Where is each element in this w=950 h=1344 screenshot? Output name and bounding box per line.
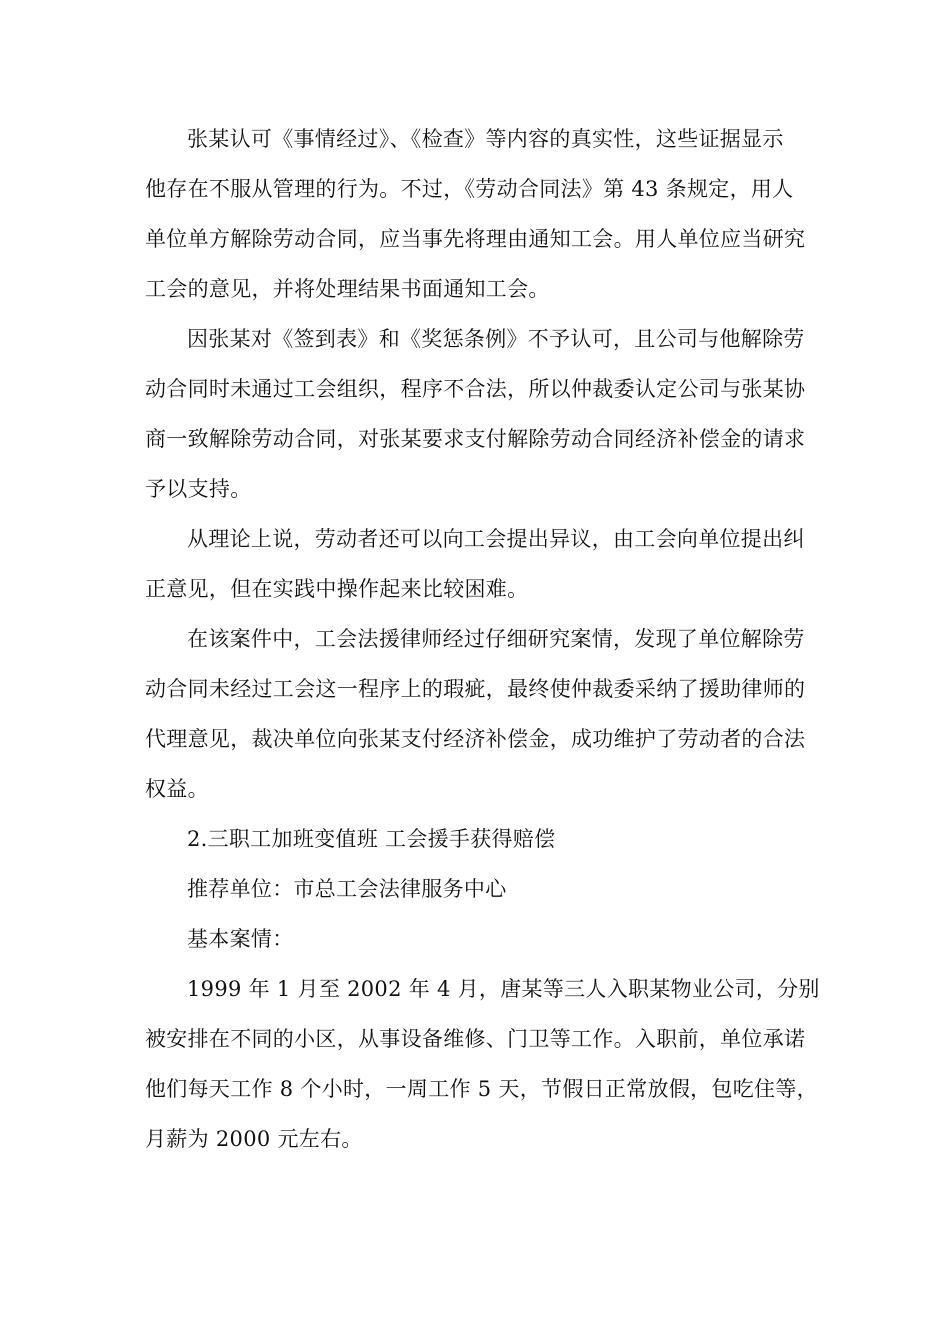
paragraph-3 bbox=[145, 514, 810, 614]
paragraph-line: 1999 年 1 月至 2002 年 4 月，唐某等三人入职某物业公司，分别 bbox=[187, 977, 820, 1001]
paragraph-line: 权益。 bbox=[145, 777, 209, 801]
paragraph-line: 月薪为 2000 元左右。 bbox=[145, 1127, 363, 1151]
paragraph-line: 被安排在不同的小区，从事设备维修、门卫等工作。入职前，单位承诺 bbox=[145, 1027, 806, 1051]
basic-case-label bbox=[145, 914, 810, 964]
paragraph-line: 在该案件中，工会法援律师经过仔细研究案情，发现了单位解除劳 bbox=[187, 627, 805, 651]
basic-case-label-text: 基本案情： bbox=[187, 927, 294, 951]
paragraph-line: 动合同时未通过工会组织，程序不合法，所以仲裁委认定公司与张某协 bbox=[145, 377, 806, 401]
paragraph-line: 因张某对《签到表》和《奖惩条例》不予认可，且公司与他解除劳 bbox=[187, 327, 805, 351]
paragraph-5 bbox=[145, 964, 820, 1164]
paragraph-line: 他们每天工作 8 个小时，一周工作 5 天，节假日正常放假，包吃住等， bbox=[145, 1077, 818, 1101]
paragraph-line: 他存在不服从管理的行为。不过，《劳动合同法》第 43 条规定，用人 bbox=[145, 177, 794, 201]
document-body bbox=[145, 114, 820, 1164]
paragraph-2 bbox=[145, 314, 810, 514]
paragraph-line: 单位单方解除劳动合同，应当事先将理由通知工会。用人单位应当研究 bbox=[145, 227, 806, 251]
paragraph-line: 商一致解除劳动合同，对张某要求支付解除劳动合同经济补偿金的请求 bbox=[145, 427, 806, 451]
paragraph-line: 从理论上说，劳动者还可以向工会提出异议，由工会向单位提出纠 bbox=[187, 527, 805, 551]
paragraph-line: 正意见，但在实践中操作起来比较困难。 bbox=[145, 577, 529, 601]
paragraph-line: 予以支持。 bbox=[145, 477, 252, 501]
recommending-unit bbox=[145, 864, 810, 914]
paragraph-line: 代理意见，裁决单位向张某支付经济补偿金，成功维护了劳动者的合法 bbox=[145, 727, 806, 751]
paragraph-line: 张某认可《事情经过》、《检查》等内容的真实性，这些证据显示 bbox=[187, 127, 784, 151]
paragraph-line: 工会的意见，并将处理结果书面通知工会。 bbox=[145, 277, 550, 301]
recommending-unit-text: 推荐单位：市总工会法律服务中心 bbox=[187, 877, 507, 901]
paragraph-4 bbox=[145, 614, 810, 814]
paragraph-1 bbox=[145, 114, 810, 314]
section-heading-text: 2.三职工加班变值班 工会援手获得赔偿 bbox=[187, 827, 556, 851]
section-heading bbox=[145, 814, 810, 864]
paragraph-line: 动合同未经过工会这一程序上的瑕疵，最终使仲裁委采纳了援助律师的 bbox=[145, 677, 806, 701]
